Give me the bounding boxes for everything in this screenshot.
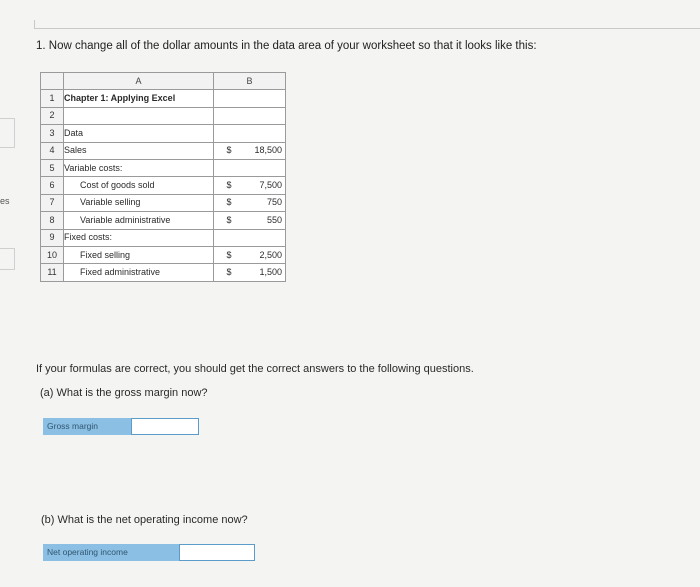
gross-margin-label: Gross margin [43, 418, 131, 435]
row-number: 6 [41, 177, 64, 194]
cell-b-currency[interactable]: $ [214, 264, 245, 281]
column-header-a: A [64, 73, 214, 90]
row-number: 11 [41, 264, 64, 281]
cell-b-amount[interactable]: 18,500 [244, 142, 286, 159]
cell-a[interactable] [64, 264, 214, 281]
cell-a[interactable] [64, 159, 214, 176]
cell-a-text: Chapter 1: Applying Excel [64, 93, 176, 104]
cell-a[interactable] [64, 194, 214, 211]
worksheet-body [41, 90, 286, 281]
cell-b-amount[interactable]: 750 [244, 194, 286, 211]
table-row [41, 229, 286, 246]
question-b-text: (b) What is the net operating income now? [41, 514, 248, 526]
net-operating-income-label: Net operating income [43, 544, 179, 561]
cell-b-amount[interactable] [244, 229, 286, 246]
column-header-row [41, 73, 286, 90]
cell-b-amount[interactable] [244, 159, 286, 176]
cell-b-currency[interactable] [214, 159, 245, 176]
worksheet-table [40, 72, 286, 282]
cell-b-amount[interactable] [244, 125, 286, 142]
table-row [41, 125, 286, 142]
cell-b-currency[interactable] [214, 107, 245, 124]
net-operating-income-input[interactable] [179, 544, 255, 561]
row-number: 3 [41, 125, 64, 142]
cell-b-amount[interactable]: 1,500 [244, 264, 286, 281]
cell-b-currency[interactable]: $ [214, 194, 245, 211]
gross-margin-input[interactable] [131, 418, 199, 435]
row-number: 4 [41, 142, 64, 159]
row-number: 10 [41, 246, 64, 263]
cell-a-text: Data [64, 127, 84, 138]
cell-a-text: Fixed selling [80, 249, 131, 260]
table-row [41, 246, 286, 263]
cell-a-text: Variable administrative [80, 214, 171, 225]
table-row [41, 90, 286, 107]
cell-a[interactable] [64, 142, 214, 159]
cell-b-currency[interactable]: $ [214, 142, 245, 159]
table-row [41, 177, 286, 194]
question-a-text: (a) What is the gross margin now? [40, 387, 208, 399]
row-number: 8 [41, 212, 64, 229]
row-number: 2 [41, 107, 64, 124]
row-number: 1 [41, 90, 64, 107]
left-edge-text: es [0, 196, 10, 206]
cell-a[interactable] [64, 212, 214, 229]
question-1-text: 1. Now change all of the dollar amounts in the data area of your worksheet so that it looks like this: [36, 40, 537, 52]
cell-a[interactable] [64, 125, 214, 142]
cell-b-amount[interactable] [244, 107, 286, 124]
gross-margin-answer [43, 418, 199, 435]
cell-b-currency[interactable] [214, 229, 245, 246]
row-number: 9 [41, 229, 64, 246]
cell-a-text: Fixed costs: [64, 232, 113, 243]
cell-b-amount[interactable]: 550 [244, 212, 286, 229]
table-row [41, 194, 286, 211]
left-edge-bracket-lower [0, 248, 15, 270]
cell-a-text: Sales [64, 145, 87, 156]
cell-a[interactable] [64, 90, 214, 107]
corner-cell [41, 73, 64, 90]
cell-b-currency[interactable]: $ [214, 177, 245, 194]
cell-a-text: Fixed administrative [80, 266, 161, 277]
cell-b-currency[interactable]: $ [214, 246, 245, 263]
cell-b-currency[interactable] [214, 90, 245, 107]
column-header-b: B [214, 73, 286, 90]
table-row [41, 264, 286, 281]
row-number: 7 [41, 194, 64, 211]
cell-a-text: Variable costs: [64, 162, 123, 173]
cell-b-amount[interactable]: 2,500 [244, 246, 286, 263]
cell-b-currency[interactable] [214, 125, 245, 142]
cell-a[interactable] [64, 177, 214, 194]
net-operating-income-answer [43, 544, 255, 561]
cell-a-text: Cost of goods sold [80, 180, 155, 191]
cell-b-currency[interactable]: $ [214, 212, 245, 229]
table-row [41, 142, 286, 159]
page-top-rule [34, 20, 700, 29]
cell-b-amount[interactable]: 7,500 [244, 177, 286, 194]
row-number: 5 [41, 159, 64, 176]
cell-a-text: Variable selling [80, 197, 141, 208]
cell-b-amount[interactable] [244, 90, 286, 107]
table-row [41, 159, 286, 176]
left-edge-bracket [0, 118, 15, 148]
cell-a[interactable] [64, 246, 214, 263]
cell-a[interactable] [64, 107, 214, 124]
table-row [41, 212, 286, 229]
cell-a[interactable] [64, 229, 214, 246]
table-row [41, 107, 286, 124]
intro-text: If your formulas are correct, you should get the correct answers to the following questions. [36, 363, 474, 375]
